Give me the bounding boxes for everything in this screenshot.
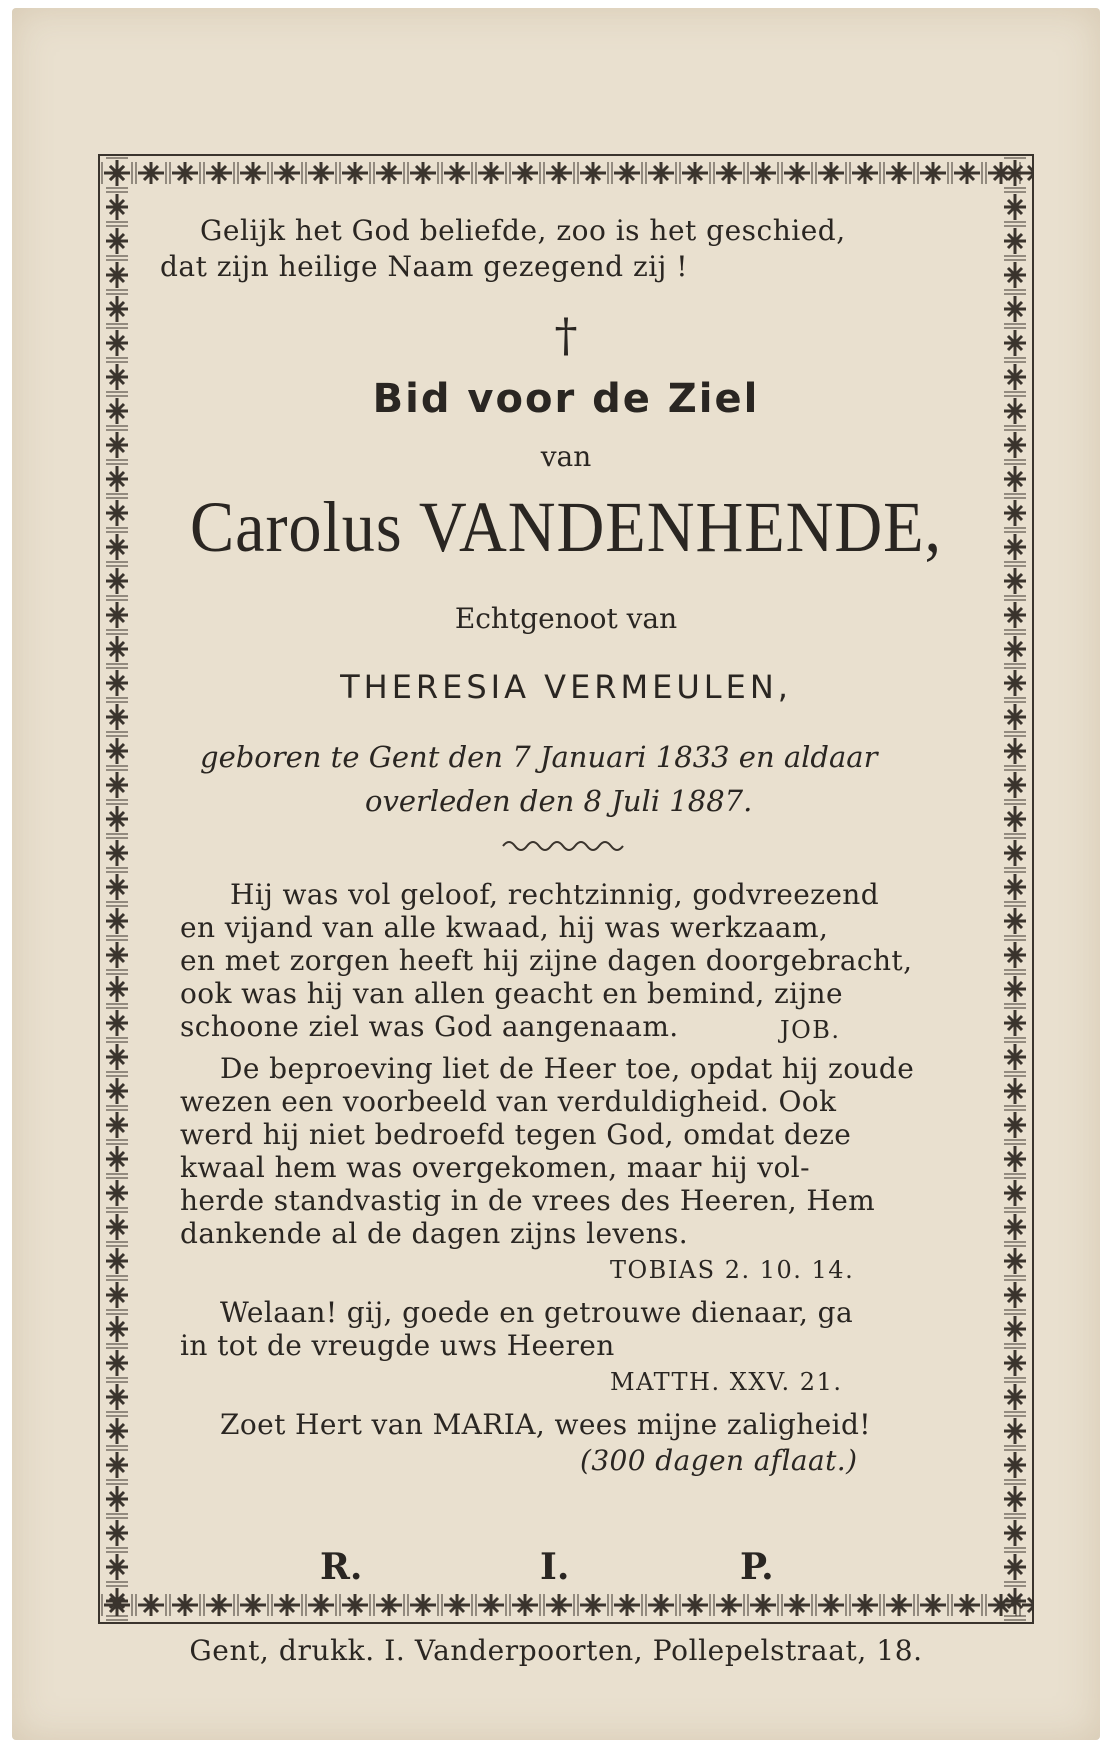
tobias-line-1: De beproeving liet de Heer toe, opdat hij zoude	[220, 1052, 915, 1085]
tobias-line-4: kwaal hem was overgekomen, maar hij vol-	[180, 1151, 810, 1184]
tobias-line-3: werd hij niet bedroefd tegen God, omdat deze	[180, 1118, 852, 1151]
spouse-name: THERESIA VERMEULEN,	[340, 668, 792, 706]
deceased-name: Carolus VANDENHENDE,	[190, 487, 942, 567]
job-line-2: en vijand van alle kwaad, hij was werkzaam,	[180, 911, 829, 944]
van-label: van	[540, 440, 592, 473]
printer-imprint: Gent, drukk. I. Vanderpoorten, Pollepelstraat, 18.	[189, 1634, 923, 1667]
matthew-line-1: Welaan! gij, goede en getrouwe dienaar, ga	[220, 1296, 854, 1329]
tobias-line-5: herde standvastig in de vrees des Heeren, Hem	[180, 1184, 876, 1217]
job-line-1: Hij was vol geloof, rechtzinnig, godvreezend	[230, 878, 880, 911]
job-line-4: ook was hij van allen geacht en bemind, zijne	[180, 977, 843, 1010]
death-line: overleden den 8 Juli 1887.	[365, 784, 753, 818]
job-line-5: schoone ziel was God aangenaam.	[180, 1010, 679, 1043]
job-reference: JOB.	[780, 1016, 841, 1044]
prayer-line: Zoet Hert van MARIA, wees mijne zaligheid!	[220, 1408, 871, 1441]
border-right	[998, 156, 1032, 1622]
tobias-line-2: wezen een voorbeeld van verduldigheid. Ook	[180, 1085, 837, 1118]
matthew-reference: MATTH. XXV. 21.	[610, 1368, 843, 1396]
motto-line-1: Gelijk het God beliefde, zoo is het geschied,	[200, 214, 846, 247]
indulgence-note: (300 dagen aflaat.)	[580, 1444, 858, 1477]
border-top	[100, 156, 1032, 190]
memorial-card	[12, 8, 1100, 1740]
card-content	[140, 196, 992, 1588]
rip-i: I.	[540, 1546, 570, 1588]
tobias-line-6: dankende al de dagen zijns levens.	[180, 1217, 689, 1250]
divider-ornament	[140, 836, 992, 856]
heading: Bid voor de Ziel	[372, 376, 760, 422]
tobias-reference: TOBIAS 2. 10. 14.	[610, 1256, 855, 1284]
rip-r: R.	[320, 1546, 363, 1588]
spouse-label: Echtgenoot van	[454, 602, 678, 635]
motto-line-2: dat zijn heilige Naam gezegend zij !	[160, 250, 689, 283]
rip-p: P.	[740, 1546, 774, 1588]
birth-line: geboren te Gent den 7 Januari 1833 en aldaar	[200, 740, 878, 774]
ornamental-border	[98, 154, 1034, 1624]
job-line-3: en met zorgen heeft hij zijne dagen doorgebracht,	[180, 944, 913, 977]
border-left	[100, 156, 134, 1622]
border-bottom	[100, 1588, 1032, 1622]
matthew-line-2: in tot de vreugde uws Heeren	[180, 1329, 615, 1362]
cross-icon: †	[554, 308, 578, 362]
